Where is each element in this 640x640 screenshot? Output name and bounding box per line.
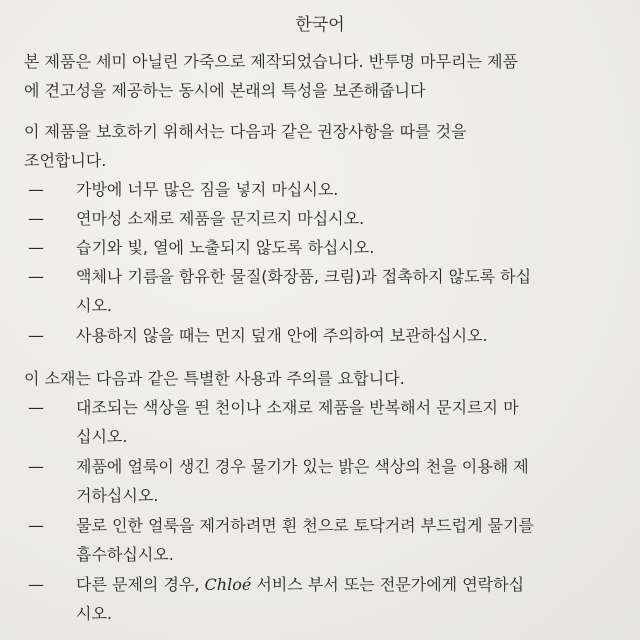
care-item-text: 사용하지 않을 때는 먼지 덮개 안에 주의하여 보관하십시오. <box>76 326 488 345</box>
dash-marker: — <box>28 575 44 594</box>
special-item-text-after: 서비스 부서 또는 전문가에게 연락하십 <box>251 575 525 594</box>
dash-marker: — <box>28 180 44 199</box>
special-intro-paragraph <box>24 364 624 393</box>
care-intro-line-1: 이 제품을 보호하기 위해서는 다음과 같은 권장사항을 따를 것을 <box>24 122 467 141</box>
special-item-text: 대조되는 색상을 띈 천이나 소재로 제품을 반복해서 문지르지 마 <box>76 398 519 417</box>
care-item-text: 가방에 너무 많은 짐을 넣지 마십시오. <box>76 180 339 199</box>
dash-marker: — <box>28 398 44 417</box>
dash-marker: — <box>28 457 44 476</box>
language-heading: 한국어 <box>295 15 345 35</box>
intro-line-1: 본 제품은 세미 아닐린 가죽으로 제작되었습니다. 반투명 마무리는 제품 <box>24 52 518 71</box>
special-intro-line: 이 소재는 다음과 같은 특별한 사용과 주의를 요합니다. <box>24 369 405 388</box>
care-intro-line-2: 조언합니다. <box>24 151 107 170</box>
care-item-text-cont: 시오. <box>76 296 112 315</box>
special-item-text <box>76 570 628 599</box>
special-item-text: 제품에 얼룩이 생긴 경우 물기가 있는 밝은 색상의 천을 이용해 제 <box>76 457 529 476</box>
special-item-text-before: 다른 문제의 경우, <box>76 575 205 594</box>
care-intro-paragraph <box>24 117 624 175</box>
special-item-text-cont: 십시오. <box>76 427 128 446</box>
dash-marker: — <box>28 326 44 345</box>
special-item-text-cont: 거하십시오. <box>76 486 159 505</box>
intro-line-2: 에 견고성을 제공하는 동시에 본래의 특성을 보존해줍니다 <box>24 81 426 100</box>
dash-marker: — <box>28 267 44 286</box>
dash-marker: — <box>28 238 44 257</box>
care-item-text: 연마성 소재로 제품을 문지르지 마십시오. <box>76 209 365 228</box>
brand-name: Chloé <box>204 575 252 594</box>
dash-marker: — <box>28 516 44 535</box>
intro-paragraph <box>24 47 624 105</box>
special-item-text: 물로 인한 얼룩을 제거하려면 흰 천으로 토닥거려 부드럽게 물기를 <box>76 516 535 535</box>
special-item-text-cont: 흡수하십시오. <box>76 545 174 564</box>
special-item-text-cont: 시오. <box>76 604 112 623</box>
care-item-text: 액체나 기름을 함유한 물질(화장품, 크림)과 접촉하지 않도록 하십 <box>76 267 532 286</box>
care-item-text: 습기와 빛, 열에 노출되지 않도록 하십시오. <box>76 238 375 257</box>
dash-marker: — <box>28 209 44 228</box>
